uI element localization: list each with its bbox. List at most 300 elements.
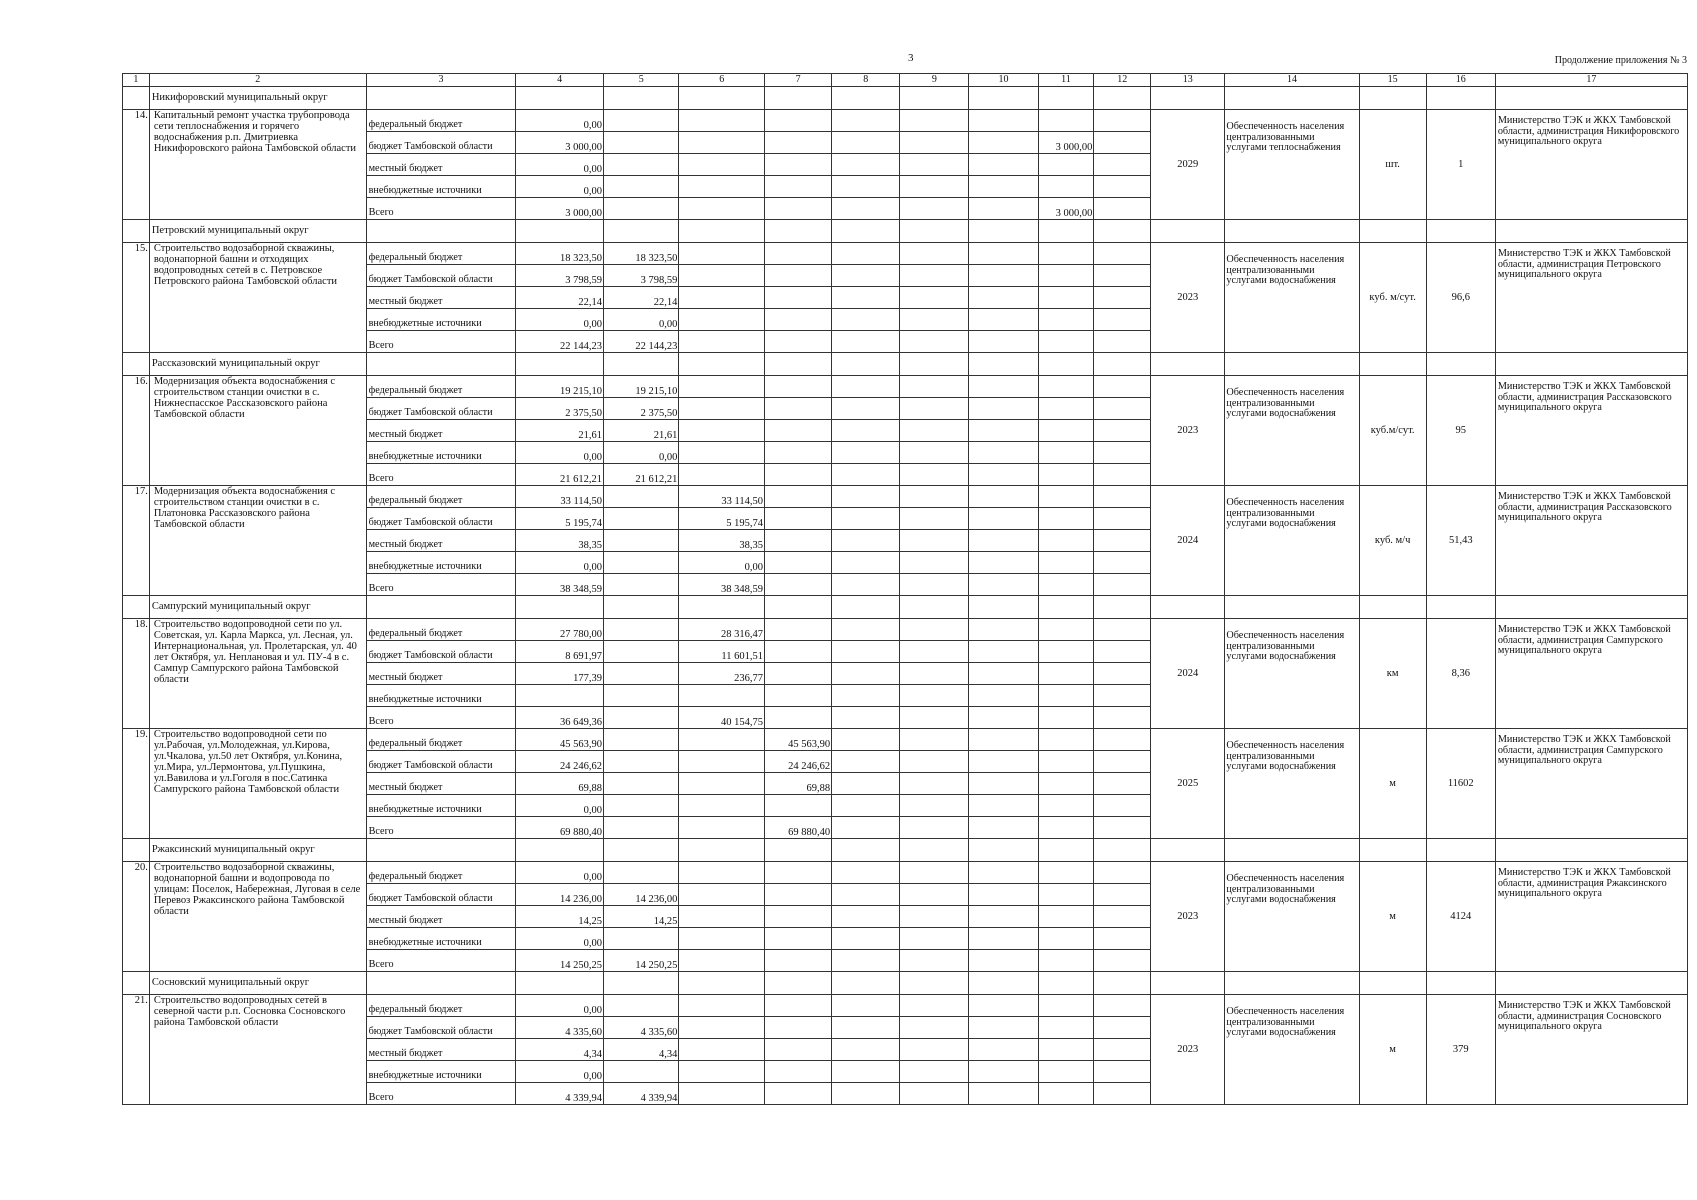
amount-cell xyxy=(765,132,832,154)
amount-cell xyxy=(1038,729,1094,751)
amount-cell: 4,34 xyxy=(516,1039,604,1061)
amount-cell: 38,35 xyxy=(679,530,765,552)
blank-cell xyxy=(1495,839,1687,862)
amount-cell xyxy=(832,1039,900,1061)
blank-cell xyxy=(679,220,765,243)
amount-cell: 69 880,40 xyxy=(765,817,832,839)
amount-cell: 38 348,59 xyxy=(679,574,765,596)
column-number: 11 xyxy=(1038,74,1094,87)
completion-year: 2023 xyxy=(1151,995,1225,1105)
amount-cell xyxy=(832,685,900,707)
amount-cell xyxy=(1094,110,1151,132)
blank-cell xyxy=(516,596,604,619)
amount-cell: 4,34 xyxy=(604,1039,679,1061)
amount-cell: 4 335,60 xyxy=(604,1017,679,1039)
amount-cell xyxy=(604,641,679,663)
blank-cell xyxy=(1038,596,1094,619)
amount-cell xyxy=(832,243,900,265)
amount-cell xyxy=(604,729,679,751)
result-indicator: Обеспеченность населения централизованными услугами водоснабжения xyxy=(1225,995,1359,1105)
blank-cell xyxy=(516,972,604,995)
amount-cell xyxy=(1094,906,1151,928)
amount-cell: 38,35 xyxy=(516,530,604,552)
amount-cell xyxy=(900,442,969,464)
blank-cell xyxy=(1426,596,1495,619)
amount-cell xyxy=(679,420,765,442)
unit-of-measure: куб.м/сут. xyxy=(1359,376,1426,486)
amount-cell xyxy=(1038,862,1094,884)
amount-cell xyxy=(969,928,1038,950)
finance-row xyxy=(123,862,1688,884)
completion-year: 2023 xyxy=(1151,243,1225,353)
amount-cell xyxy=(900,574,969,596)
finance-row xyxy=(123,376,1688,398)
blank-cell xyxy=(765,839,832,862)
executor: Министерство ТЭК и ЖКХ Тамбовской области, администрация Петровского муниципального округа xyxy=(1495,243,1687,353)
amount-cell xyxy=(832,464,900,486)
amount-cell xyxy=(900,331,969,353)
amount-cell xyxy=(1038,928,1094,950)
funding-source: Всего xyxy=(366,707,516,729)
amount-cell xyxy=(832,729,900,751)
amount-cell xyxy=(969,442,1038,464)
funding-source: внебюджетные источники xyxy=(366,309,516,331)
amount-cell xyxy=(765,1061,832,1083)
amount-cell: 5 195,74 xyxy=(679,508,765,530)
amount-cell: 0,00 xyxy=(604,442,679,464)
funding-source: Всего xyxy=(366,817,516,839)
district-row xyxy=(123,220,1688,243)
blank-cell xyxy=(765,596,832,619)
amount-cell xyxy=(765,420,832,442)
amount-cell xyxy=(765,663,832,685)
amount-cell: 22,14 xyxy=(516,287,604,309)
amount-cell: 0,00 xyxy=(604,309,679,331)
amount-cell xyxy=(832,331,900,353)
amount-cell: 0,00 xyxy=(516,995,604,1017)
blank-cell xyxy=(765,353,832,376)
amount-cell xyxy=(900,508,969,530)
amount-cell xyxy=(679,773,765,795)
blank-cell xyxy=(679,353,765,376)
amount-cell xyxy=(679,442,765,464)
amount-cell xyxy=(679,1083,765,1105)
amount-cell xyxy=(765,995,832,1017)
amount-cell xyxy=(832,773,900,795)
blank-cell xyxy=(1495,596,1687,619)
blank-cell xyxy=(900,972,969,995)
funding-source: федеральный бюджет xyxy=(366,486,516,508)
blank-cell xyxy=(765,87,832,110)
blank-cell xyxy=(969,353,1038,376)
funding-source: местный бюджет xyxy=(366,420,516,442)
amount-cell xyxy=(969,862,1038,884)
blank-cell xyxy=(832,972,900,995)
blank-cell xyxy=(1094,220,1151,243)
blank-cell xyxy=(900,353,969,376)
amount-cell xyxy=(900,641,969,663)
amount-cell: 21 612,21 xyxy=(604,464,679,486)
funding-source: бюджет Тамбовской области xyxy=(366,884,516,906)
amount-cell xyxy=(969,486,1038,508)
amount-cell xyxy=(1038,376,1094,398)
amount-cell xyxy=(1038,619,1094,641)
amount-cell xyxy=(832,287,900,309)
amount-cell xyxy=(765,154,832,176)
amount-cell: 18 323,50 xyxy=(516,243,604,265)
amount-cell xyxy=(679,1061,765,1083)
amount-cell xyxy=(900,950,969,972)
amount-cell xyxy=(969,906,1038,928)
amount-cell xyxy=(604,552,679,574)
amount-cell: 24 246,62 xyxy=(765,751,832,773)
amount-cell xyxy=(832,530,900,552)
header-row xyxy=(123,74,1688,87)
funding-source: местный бюджет xyxy=(366,663,516,685)
column-number: 15 xyxy=(1359,74,1426,87)
project-index: 15. xyxy=(123,243,150,353)
indicator-value: 51,43 xyxy=(1426,486,1495,596)
amount-cell xyxy=(765,1083,832,1105)
indicator-value: 8,36 xyxy=(1426,619,1495,729)
amount-cell: 22,14 xyxy=(604,287,679,309)
funding-source: внебюджетные источники xyxy=(366,928,516,950)
amount-cell: 19 215,10 xyxy=(516,376,604,398)
amount-cell xyxy=(969,641,1038,663)
funding-source: федеральный бюджет xyxy=(366,729,516,751)
amount-cell xyxy=(679,331,765,353)
amount-cell xyxy=(832,641,900,663)
amount-cell xyxy=(604,110,679,132)
funding-source: бюджет Тамбовской области xyxy=(366,265,516,287)
amount-cell xyxy=(832,376,900,398)
amount-cell xyxy=(1094,154,1151,176)
amount-cell xyxy=(604,995,679,1017)
funding-source: местный бюджет xyxy=(366,1039,516,1061)
completion-year: 2025 xyxy=(1151,729,1225,839)
amount-cell xyxy=(1038,641,1094,663)
blank-cell xyxy=(1094,87,1151,110)
blank-cell xyxy=(1426,220,1495,243)
result-indicator: Обеспеченность населения централизованными услугами водоснабжения xyxy=(1225,619,1359,729)
amount-cell: 22 144,23 xyxy=(516,331,604,353)
amount-cell xyxy=(604,663,679,685)
blank-cell xyxy=(679,972,765,995)
amount-cell: 45 563,90 xyxy=(765,729,832,751)
indicator-value: 95 xyxy=(1426,376,1495,486)
amount-cell xyxy=(832,110,900,132)
amount-cell xyxy=(679,154,765,176)
amount-cell: 4 339,94 xyxy=(516,1083,604,1105)
amount-cell: 40 154,75 xyxy=(679,707,765,729)
blank-cell xyxy=(1225,596,1359,619)
amount-cell: 69,88 xyxy=(516,773,604,795)
amount-cell: 0,00 xyxy=(679,552,765,574)
blank-cell xyxy=(123,839,150,862)
amount-cell xyxy=(1094,486,1151,508)
amount-cell xyxy=(1038,884,1094,906)
funding-source: местный бюджет xyxy=(366,287,516,309)
blank-cell xyxy=(604,972,679,995)
amount-cell: 28 316,47 xyxy=(679,619,765,641)
amount-cell xyxy=(969,530,1038,552)
column-number: 17 xyxy=(1495,74,1687,87)
finance-row xyxy=(123,729,1688,751)
amount-cell xyxy=(900,1039,969,1061)
blank-cell xyxy=(516,839,604,862)
amount-cell: 38 348,59 xyxy=(516,574,604,596)
amount-cell xyxy=(679,464,765,486)
amount-cell xyxy=(969,950,1038,972)
amount-cell xyxy=(1094,508,1151,530)
amount-cell xyxy=(765,198,832,220)
amount-cell xyxy=(1038,1083,1094,1105)
amount-cell xyxy=(900,376,969,398)
amount-cell xyxy=(900,132,969,154)
amount-cell xyxy=(765,685,832,707)
blank-cell xyxy=(900,596,969,619)
result-indicator: Обеспеченность населения централизованными услугами водоснабжения xyxy=(1225,862,1359,972)
funding-source: внебюджетные источники xyxy=(366,1061,516,1083)
blank-cell xyxy=(1495,87,1687,110)
amount-cell xyxy=(832,795,900,817)
amount-cell xyxy=(1038,442,1094,464)
finance-row xyxy=(123,995,1688,1017)
amount-cell: 14,25 xyxy=(516,906,604,928)
amount-cell xyxy=(604,486,679,508)
unit-of-measure: м xyxy=(1359,729,1426,839)
amount-cell xyxy=(1038,685,1094,707)
amount-cell xyxy=(1038,331,1094,353)
amount-cell xyxy=(832,906,900,928)
amount-cell: 21,61 xyxy=(604,420,679,442)
project-name: Строительство водопроводной сети по ул.Рабочая, ул.Молодежная, ул.Кирова, ул.Чкалова, ул.50 лет Октября, ул.Конина, ул.Мира, ул.Лермонтова, ул.Пушкина, ул.Вавилова и ул.Гоголя в пос.Сатинка Сампурского района Тамбовской области xyxy=(149,729,366,839)
amount-cell xyxy=(832,928,900,950)
amount-cell xyxy=(679,309,765,331)
district-name: Петровский муниципальный округ xyxy=(149,220,366,243)
amount-cell xyxy=(765,265,832,287)
amount-cell xyxy=(765,950,832,972)
blank-cell xyxy=(366,596,516,619)
amount-cell xyxy=(1094,176,1151,198)
amount-cell: 22 144,23 xyxy=(604,331,679,353)
result-indicator: Обеспеченность населения централизованными услугами водоснабжения xyxy=(1225,243,1359,353)
amount-cell xyxy=(969,751,1038,773)
blank-cell xyxy=(900,87,969,110)
amount-cell: 18 323,50 xyxy=(604,243,679,265)
amount-cell xyxy=(969,1083,1038,1105)
amount-cell: 0,00 xyxy=(516,309,604,331)
amount-cell xyxy=(969,464,1038,486)
amount-cell xyxy=(765,707,832,729)
blank-cell xyxy=(1038,87,1094,110)
amount-cell xyxy=(679,243,765,265)
amount-cell xyxy=(900,154,969,176)
amount-cell xyxy=(832,398,900,420)
amount-cell xyxy=(1094,707,1151,729)
amount-cell xyxy=(969,110,1038,132)
finance-row xyxy=(123,110,1688,132)
blank-cell xyxy=(366,972,516,995)
amount-cell xyxy=(1094,729,1151,751)
amount-cell xyxy=(969,884,1038,906)
amount-cell xyxy=(604,685,679,707)
amount-cell: 0,00 xyxy=(516,110,604,132)
blank-cell xyxy=(1495,353,1687,376)
amount-cell xyxy=(969,309,1038,331)
amount-cell xyxy=(604,773,679,795)
amount-cell: 0,00 xyxy=(516,442,604,464)
completion-year: 2029 xyxy=(1151,110,1225,220)
amount-cell xyxy=(900,707,969,729)
amount-cell xyxy=(765,1017,832,1039)
amount-cell xyxy=(604,928,679,950)
amount-cell xyxy=(900,198,969,220)
blank-cell xyxy=(1151,839,1225,862)
funding-source: бюджет Тамбовской области xyxy=(366,398,516,420)
amount-cell xyxy=(1094,376,1151,398)
amount-cell xyxy=(900,928,969,950)
blank-cell xyxy=(604,220,679,243)
amount-cell xyxy=(1094,773,1151,795)
blank-cell xyxy=(765,972,832,995)
amount-cell xyxy=(1094,884,1151,906)
amount-cell xyxy=(679,110,765,132)
amount-cell xyxy=(679,132,765,154)
amount-cell xyxy=(765,928,832,950)
executor: Министерство ТЭК и ЖКХ Тамбовской области, администрация Никифоровского муниципального округа xyxy=(1495,110,1687,220)
blank-cell xyxy=(516,220,604,243)
amount-cell xyxy=(1094,331,1151,353)
amount-cell xyxy=(1038,707,1094,729)
amount-cell xyxy=(1094,243,1151,265)
column-number: 8 xyxy=(832,74,900,87)
amount-cell xyxy=(900,862,969,884)
blank-cell xyxy=(1038,353,1094,376)
funding-source: бюджет Тамбовской области xyxy=(366,508,516,530)
amount-cell xyxy=(900,995,969,1017)
amount-cell xyxy=(604,619,679,641)
amount-cell xyxy=(765,287,832,309)
amount-cell xyxy=(679,817,765,839)
blank-cell xyxy=(366,220,516,243)
amount-cell xyxy=(604,176,679,198)
project-index: 17. xyxy=(123,486,150,596)
amount-cell xyxy=(900,486,969,508)
blank-cell xyxy=(832,353,900,376)
amount-cell xyxy=(1038,995,1094,1017)
amount-cell xyxy=(765,486,832,508)
amount-cell xyxy=(765,508,832,530)
amount-cell: 0,00 xyxy=(516,795,604,817)
blank-cell xyxy=(1426,839,1495,862)
amount-cell xyxy=(1038,176,1094,198)
amount-cell: 11 601,51 xyxy=(679,641,765,663)
amount-cell xyxy=(1094,862,1151,884)
amount-cell xyxy=(969,707,1038,729)
district-name: Сосновский муниципальный округ xyxy=(149,972,366,995)
project-index: 14. xyxy=(123,110,150,220)
amount-cell xyxy=(900,795,969,817)
result-indicator: Обеспеченность населения централизованными услугами водоснабжения xyxy=(1225,729,1359,839)
funding-source: Всего xyxy=(366,574,516,596)
amount-cell xyxy=(1038,950,1094,972)
amount-cell xyxy=(765,1039,832,1061)
amount-cell xyxy=(1038,1017,1094,1039)
amount-cell xyxy=(1038,110,1094,132)
amount-cell xyxy=(969,198,1038,220)
amount-cell xyxy=(1038,530,1094,552)
amount-cell xyxy=(1038,1039,1094,1061)
amount-cell: 3 798,59 xyxy=(604,265,679,287)
amount-cell: 0,00 xyxy=(516,154,604,176)
amount-cell xyxy=(765,309,832,331)
amount-cell xyxy=(900,663,969,685)
amount-cell xyxy=(900,751,969,773)
amount-cell xyxy=(765,464,832,486)
amount-cell xyxy=(765,906,832,928)
amount-cell xyxy=(1094,1039,1151,1061)
amount-cell xyxy=(679,685,765,707)
amount-cell xyxy=(969,132,1038,154)
amount-cell xyxy=(679,928,765,950)
amount-cell: 21,61 xyxy=(516,420,604,442)
amount-cell xyxy=(604,530,679,552)
amount-cell xyxy=(900,773,969,795)
amount-cell xyxy=(832,1017,900,1039)
amount-cell xyxy=(969,154,1038,176)
amount-cell xyxy=(1094,132,1151,154)
project-index: 21. xyxy=(123,995,150,1105)
blank-cell xyxy=(366,87,516,110)
amount-cell xyxy=(1038,795,1094,817)
blank-cell xyxy=(1359,87,1426,110)
column-number: 6 xyxy=(679,74,765,87)
project-index: 18. xyxy=(123,619,150,729)
blank-cell xyxy=(832,839,900,862)
amount-cell xyxy=(765,176,832,198)
amount-cell xyxy=(765,641,832,663)
amount-cell: 21 612,21 xyxy=(516,464,604,486)
amount-cell: 14,25 xyxy=(604,906,679,928)
amount-cell: 69,88 xyxy=(765,773,832,795)
blank-cell xyxy=(900,220,969,243)
amount-cell xyxy=(1038,1061,1094,1083)
district-name: Никифоровский муниципальный округ xyxy=(149,87,366,110)
amount-cell: 4 339,94 xyxy=(604,1083,679,1105)
blank-cell xyxy=(1151,596,1225,619)
funding-source: бюджет Тамбовской области xyxy=(366,751,516,773)
indicator-value: 11602 xyxy=(1426,729,1495,839)
blank-cell xyxy=(969,839,1038,862)
column-number: 1 xyxy=(123,74,150,87)
amount-cell xyxy=(832,663,900,685)
column-number: 10 xyxy=(969,74,1038,87)
funding-source: бюджет Тамбовской области xyxy=(366,641,516,663)
blank-cell xyxy=(1038,839,1094,862)
amount-cell xyxy=(679,751,765,773)
amount-cell xyxy=(832,132,900,154)
amount-cell xyxy=(1038,243,1094,265)
amount-cell xyxy=(765,574,832,596)
unit-of-measure: км xyxy=(1359,619,1426,729)
amount-cell xyxy=(832,884,900,906)
amount-cell xyxy=(1094,198,1151,220)
amount-cell xyxy=(1038,398,1094,420)
column-number: 4 xyxy=(516,74,604,87)
amount-cell xyxy=(765,376,832,398)
blank-cell xyxy=(604,87,679,110)
